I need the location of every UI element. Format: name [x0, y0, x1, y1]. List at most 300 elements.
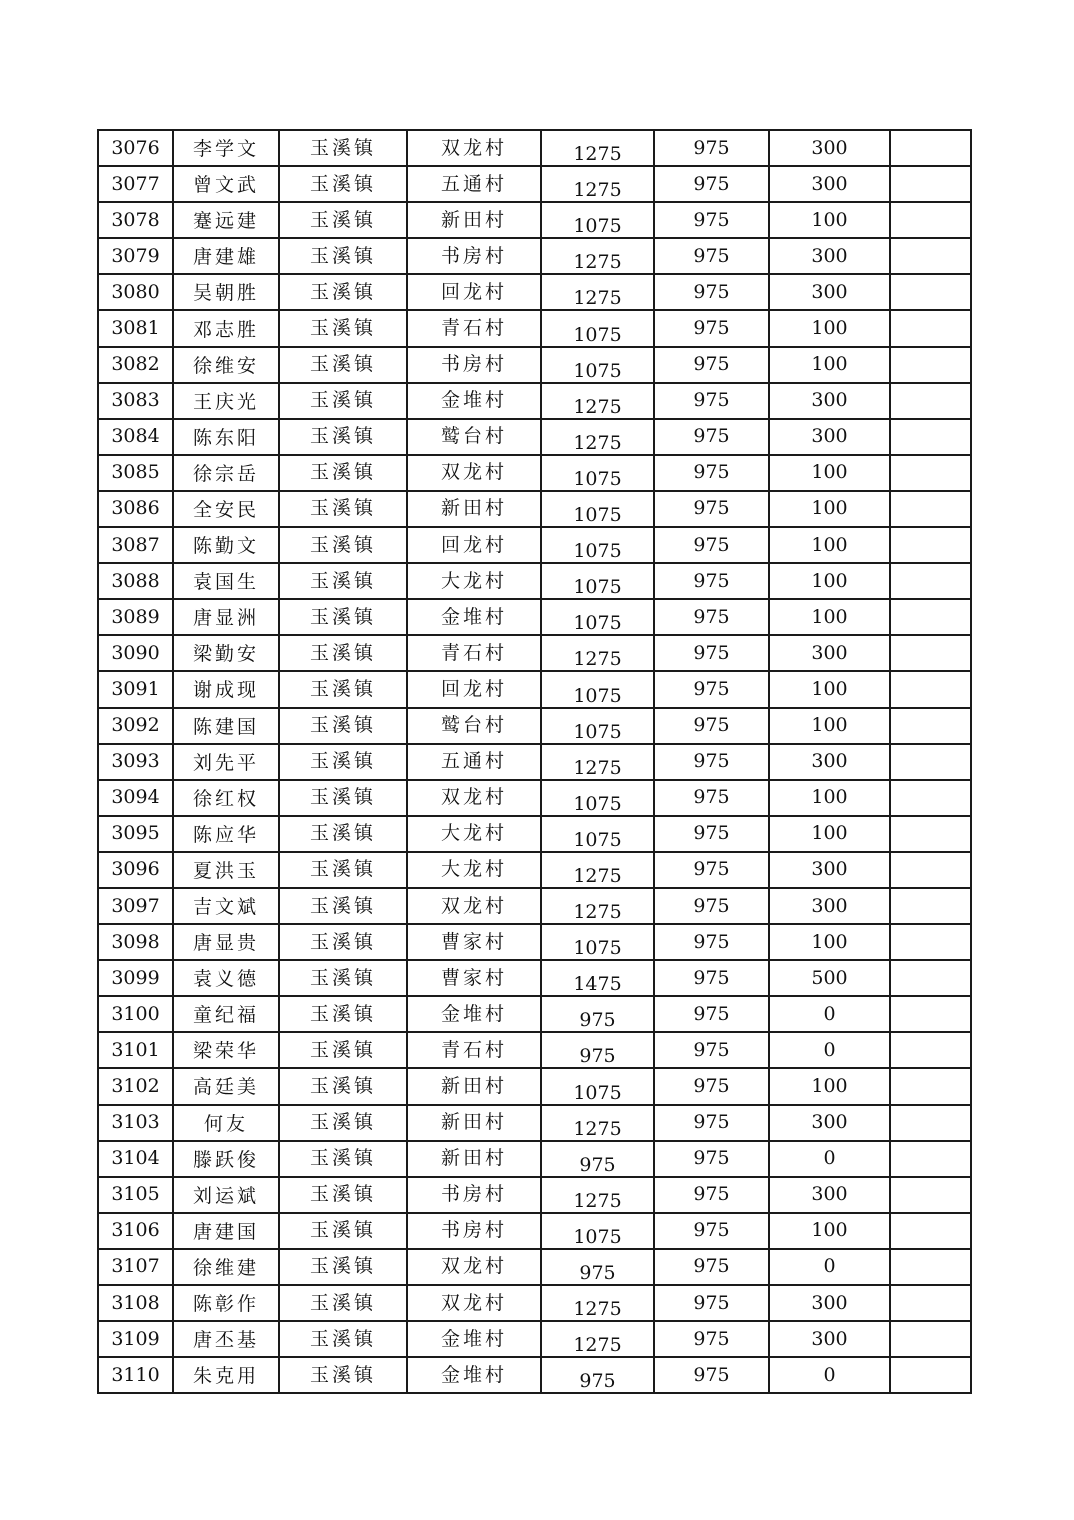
table-row: [98, 1068, 971, 1104]
total-amount-cell: 1075: [541, 816, 654, 852]
person-name-cell: 陈彰作: [173, 1285, 279, 1321]
total-amount-cell: 1075: [541, 202, 654, 238]
extra-amount-cell: 100: [769, 527, 890, 563]
base-amount-cell: 975: [654, 1068, 769, 1104]
extra-amount-cell: 300: [769, 1177, 890, 1213]
base-amount-cell: 975: [654, 527, 769, 563]
total-amount-cell: 1475: [541, 960, 654, 996]
table-row: [98, 960, 971, 996]
serial-number-cell: 3096: [98, 852, 173, 888]
town-cell: 玉溪镇: [279, 383, 407, 419]
serial-number-cell: 3101: [98, 1032, 173, 1068]
base-amount-cell: 975: [654, 1177, 769, 1213]
person-name-cell: 高廷美: [173, 1068, 279, 1104]
base-amount-cell: 975: [654, 563, 769, 599]
note-cell: [890, 202, 971, 238]
serial-number-cell: 3084: [98, 419, 173, 455]
note-cell: [890, 1357, 971, 1393]
serial-number-cell: 3091: [98, 671, 173, 707]
note-cell: [890, 960, 971, 996]
base-amount-cell: 975: [654, 1141, 769, 1177]
town-cell: 玉溪镇: [279, 671, 407, 707]
total-amount-cell: 1275: [541, 852, 654, 888]
total-amount-cell: 1275: [541, 166, 654, 202]
extra-amount-cell: 300: [769, 744, 890, 780]
total-amount-cell: 1075: [541, 599, 654, 635]
table-row: [98, 310, 971, 346]
serial-number-cell: 3099: [98, 960, 173, 996]
village-cell: 大龙村: [407, 563, 541, 599]
table-row: [98, 1105, 971, 1141]
table-row: [98, 419, 971, 455]
person-name-cell: 袁国生: [173, 563, 279, 599]
town-cell: 玉溪镇: [279, 599, 407, 635]
table-row: [98, 491, 971, 527]
total-amount-cell: 1075: [541, 347, 654, 383]
base-amount-cell: 975: [654, 960, 769, 996]
town-cell: 玉溪镇: [279, 888, 407, 924]
town-cell: 玉溪镇: [279, 238, 407, 274]
serial-number-cell: 3078: [98, 202, 173, 238]
extra-amount-cell: 100: [769, 924, 890, 960]
total-amount-cell: 1275: [541, 274, 654, 310]
serial-number-cell: 3088: [98, 563, 173, 599]
table-row: [98, 1285, 971, 1321]
village-cell: 双龙村: [407, 1249, 541, 1285]
serial-number-cell: 3097: [98, 888, 173, 924]
village-cell: 金堆村: [407, 1357, 541, 1393]
total-amount-cell: 1075: [541, 708, 654, 744]
person-name-cell: 徐维建: [173, 1249, 279, 1285]
base-amount-cell: 975: [654, 1357, 769, 1393]
person-name-cell: 徐宗岳: [173, 455, 279, 491]
town-cell: 玉溪镇: [279, 780, 407, 816]
town-cell: 玉溪镇: [279, 527, 407, 563]
serial-number-cell: 3098: [98, 924, 173, 960]
note-cell: [890, 1141, 971, 1177]
serial-number-cell: 3082: [98, 347, 173, 383]
table-row: [98, 996, 971, 1032]
village-cell: 青石村: [407, 635, 541, 671]
village-cell: 书房村: [407, 347, 541, 383]
serial-number-cell: 3100: [98, 996, 173, 1032]
village-cell: 金堆村: [407, 383, 541, 419]
serial-number-cell: 3090: [98, 635, 173, 671]
extra-amount-cell: 0: [769, 996, 890, 1032]
note-cell: [890, 1213, 971, 1249]
total-amount-cell: 1275: [541, 419, 654, 455]
person-name-cell: 陈应华: [173, 816, 279, 852]
serial-number-cell: 3076: [98, 130, 173, 166]
note-cell: [890, 780, 971, 816]
extra-amount-cell: 100: [769, 1068, 890, 1104]
town-cell: 玉溪镇: [279, 347, 407, 383]
table-row: [98, 455, 971, 491]
note-cell: [890, 852, 971, 888]
village-cell: 大龙村: [407, 816, 541, 852]
table-row: [98, 924, 971, 960]
extra-amount-cell: 100: [769, 816, 890, 852]
town-cell: 玉溪镇: [279, 166, 407, 202]
person-name-cell: 童纪福: [173, 996, 279, 1032]
base-amount-cell: 975: [654, 780, 769, 816]
table-row: [98, 816, 971, 852]
town-cell: 玉溪镇: [279, 130, 407, 166]
serial-number-cell: 3103: [98, 1105, 173, 1141]
base-amount-cell: 975: [654, 310, 769, 346]
person-name-cell: 吴朝胜: [173, 274, 279, 310]
table-row: [98, 1321, 971, 1357]
total-amount-cell: 975: [541, 1249, 654, 1285]
town-cell: 玉溪镇: [279, 455, 407, 491]
person-name-cell: 滕跃俊: [173, 1141, 279, 1177]
village-cell: 回龙村: [407, 671, 541, 707]
person-name-cell: 梁勤安: [173, 635, 279, 671]
note-cell: [890, 671, 971, 707]
serial-number-cell: 3083: [98, 383, 173, 419]
base-amount-cell: 975: [654, 1285, 769, 1321]
note-cell: [890, 635, 971, 671]
serial-number-cell: 3077: [98, 166, 173, 202]
extra-amount-cell: 300: [769, 130, 890, 166]
base-amount-cell: 975: [654, 708, 769, 744]
person-name-cell: 陈东阳: [173, 419, 279, 455]
base-amount-cell: 975: [654, 1105, 769, 1141]
town-cell: 玉溪镇: [279, 924, 407, 960]
subsidy-table: [97, 129, 972, 1394]
person-name-cell: 夏洪玉: [173, 852, 279, 888]
base-amount-cell: 975: [654, 419, 769, 455]
extra-amount-cell: 300: [769, 1105, 890, 1141]
table-body: [98, 130, 971, 1393]
total-amount-cell: 975: [541, 1141, 654, 1177]
extra-amount-cell: 300: [769, 383, 890, 419]
extra-amount-cell: 100: [769, 780, 890, 816]
table-row: [98, 708, 971, 744]
village-cell: 曹家村: [407, 960, 541, 996]
base-amount-cell: 975: [654, 166, 769, 202]
person-name-cell: 唐丕基: [173, 1321, 279, 1357]
table-row: [98, 383, 971, 419]
base-amount-cell: 975: [654, 130, 769, 166]
village-cell: 双龙村: [407, 888, 541, 924]
town-cell: 玉溪镇: [279, 1249, 407, 1285]
note-cell: [890, 166, 971, 202]
person-name-cell: 全安民: [173, 491, 279, 527]
table-row: [98, 852, 971, 888]
table-row: [98, 347, 971, 383]
person-name-cell: 曾文武: [173, 166, 279, 202]
serial-number-cell: 3093: [98, 744, 173, 780]
extra-amount-cell: 300: [769, 635, 890, 671]
table-row: [98, 744, 971, 780]
base-amount-cell: 975: [654, 1213, 769, 1249]
town-cell: 玉溪镇: [279, 1068, 407, 1104]
note-cell: [890, 419, 971, 455]
total-amount-cell: 1275: [541, 635, 654, 671]
extra-amount-cell: 100: [769, 599, 890, 635]
person-name-cell: 刘先平: [173, 744, 279, 780]
person-name-cell: 邓志胜: [173, 310, 279, 346]
note-cell: [890, 491, 971, 527]
person-name-cell: 谢成现: [173, 671, 279, 707]
note-cell: [890, 238, 971, 274]
table-row: [98, 274, 971, 310]
person-name-cell: 李学文: [173, 130, 279, 166]
town-cell: 玉溪镇: [279, 996, 407, 1032]
serial-number-cell: 3085: [98, 455, 173, 491]
table-row: [98, 130, 971, 166]
serial-number-cell: 3086: [98, 491, 173, 527]
extra-amount-cell: 300: [769, 166, 890, 202]
person-name-cell: 唐建雄: [173, 238, 279, 274]
village-cell: 金堆村: [407, 1321, 541, 1357]
total-amount-cell: 1275: [541, 130, 654, 166]
serial-number-cell: 3092: [98, 708, 173, 744]
base-amount-cell: 975: [654, 1321, 769, 1357]
table-row: [98, 166, 971, 202]
village-cell: 鹫台村: [407, 419, 541, 455]
table-row: [98, 635, 971, 671]
total-amount-cell: 1075: [541, 310, 654, 346]
table-row: [98, 202, 971, 238]
serial-number-cell: 3081: [98, 310, 173, 346]
serial-number-cell: 3104: [98, 1141, 173, 1177]
serial-number-cell: 3087: [98, 527, 173, 563]
person-name-cell: 王庆光: [173, 383, 279, 419]
extra-amount-cell: 100: [769, 310, 890, 346]
note-cell: [890, 599, 971, 635]
person-name-cell: 唐建国: [173, 1213, 279, 1249]
person-name-cell: 蹇远建: [173, 202, 279, 238]
base-amount-cell: 975: [654, 455, 769, 491]
person-name-cell: 梁荣华: [173, 1032, 279, 1068]
note-cell: [890, 383, 971, 419]
village-cell: 双龙村: [407, 130, 541, 166]
table-row: [98, 1249, 971, 1285]
base-amount-cell: 975: [654, 238, 769, 274]
extra-amount-cell: 0: [769, 1249, 890, 1285]
serial-number-cell: 3108: [98, 1285, 173, 1321]
note-cell: [890, 347, 971, 383]
note-cell: [890, 563, 971, 599]
total-amount-cell: 1275: [541, 744, 654, 780]
serial-number-cell: 3094: [98, 780, 173, 816]
village-cell: 双龙村: [407, 455, 541, 491]
serial-number-cell: 3106: [98, 1213, 173, 1249]
town-cell: 玉溪镇: [279, 491, 407, 527]
total-amount-cell: 1075: [541, 455, 654, 491]
base-amount-cell: 975: [654, 744, 769, 780]
village-cell: 新田村: [407, 1105, 541, 1141]
base-amount-cell: 975: [654, 924, 769, 960]
note-cell: [890, 888, 971, 924]
extra-amount-cell: 300: [769, 238, 890, 274]
village-cell: 金堆村: [407, 599, 541, 635]
table-row: [98, 671, 971, 707]
village-cell: 双龙村: [407, 1285, 541, 1321]
base-amount-cell: 975: [654, 202, 769, 238]
serial-number-cell: 3095: [98, 816, 173, 852]
village-cell: 双龙村: [407, 780, 541, 816]
town-cell: 玉溪镇: [279, 635, 407, 671]
village-cell: 回龙村: [407, 274, 541, 310]
total-amount-cell: 1275: [541, 1285, 654, 1321]
base-amount-cell: 975: [654, 599, 769, 635]
town-cell: 玉溪镇: [279, 419, 407, 455]
extra-amount-cell: 300: [769, 852, 890, 888]
total-amount-cell: 1075: [541, 563, 654, 599]
town-cell: 玉溪镇: [279, 1357, 407, 1393]
total-amount-cell: 1075: [541, 527, 654, 563]
serial-number-cell: 3105: [98, 1177, 173, 1213]
person-name-cell: 朱克用: [173, 1357, 279, 1393]
extra-amount-cell: 300: [769, 888, 890, 924]
serial-number-cell: 3109: [98, 1321, 173, 1357]
village-cell: 新田村: [407, 491, 541, 527]
base-amount-cell: 975: [654, 383, 769, 419]
table-row: [98, 1177, 971, 1213]
person-name-cell: 徐红权: [173, 780, 279, 816]
village-cell: 五通村: [407, 166, 541, 202]
extra-amount-cell: 100: [769, 671, 890, 707]
village-cell: 鹫台村: [407, 708, 541, 744]
village-cell: 书房村: [407, 1213, 541, 1249]
note-cell: [890, 455, 971, 491]
table-row: [98, 1032, 971, 1068]
serial-number-cell: 3089: [98, 599, 173, 635]
table-row: [98, 1357, 971, 1393]
note-cell: [890, 1068, 971, 1104]
total-amount-cell: 975: [541, 1032, 654, 1068]
town-cell: 玉溪镇: [279, 1032, 407, 1068]
serial-number-cell: 3102: [98, 1068, 173, 1104]
serial-number-cell: 3107: [98, 1249, 173, 1285]
base-amount-cell: 975: [654, 1032, 769, 1068]
village-cell: 大龙村: [407, 852, 541, 888]
table-row: [98, 599, 971, 635]
serial-number-cell: 3080: [98, 274, 173, 310]
town-cell: 玉溪镇: [279, 1141, 407, 1177]
town-cell: 玉溪镇: [279, 563, 407, 599]
extra-amount-cell: 100: [769, 708, 890, 744]
total-amount-cell: 1075: [541, 491, 654, 527]
village-cell: 曹家村: [407, 924, 541, 960]
extra-amount-cell: 100: [769, 1213, 890, 1249]
village-cell: 新田村: [407, 1141, 541, 1177]
village-cell: 书房村: [407, 1177, 541, 1213]
total-amount-cell: 1275: [541, 1105, 654, 1141]
total-amount-cell: 1075: [541, 1213, 654, 1249]
total-amount-cell: 1275: [541, 1177, 654, 1213]
village-cell: 五通村: [407, 744, 541, 780]
town-cell: 玉溪镇: [279, 744, 407, 780]
total-amount-cell: 1275: [541, 1321, 654, 1357]
table-row: [98, 888, 971, 924]
note-cell: [890, 1321, 971, 1357]
base-amount-cell: 975: [654, 816, 769, 852]
town-cell: 玉溪镇: [279, 708, 407, 744]
total-amount-cell: 1275: [541, 888, 654, 924]
person-name-cell: 唐显贵: [173, 924, 279, 960]
total-amount-cell: 1275: [541, 238, 654, 274]
total-amount-cell: 975: [541, 1357, 654, 1393]
town-cell: 玉溪镇: [279, 1321, 407, 1357]
note-cell: [890, 744, 971, 780]
note-cell: [890, 996, 971, 1032]
person-name-cell: 陈建国: [173, 708, 279, 744]
base-amount-cell: 975: [654, 274, 769, 310]
serial-number-cell: 3079: [98, 238, 173, 274]
note-cell: [890, 1105, 971, 1141]
extra-amount-cell: 300: [769, 1321, 890, 1357]
person-name-cell: 陈勤文: [173, 527, 279, 563]
village-cell: 回龙村: [407, 527, 541, 563]
village-cell: 书房村: [407, 238, 541, 274]
base-amount-cell: 975: [654, 996, 769, 1032]
base-amount-cell: 975: [654, 888, 769, 924]
base-amount-cell: 975: [654, 1249, 769, 1285]
note-cell: [890, 1285, 971, 1321]
note-cell: [890, 274, 971, 310]
extra-amount-cell: 100: [769, 563, 890, 599]
person-name-cell: 何友: [173, 1105, 279, 1141]
town-cell: 玉溪镇: [279, 1285, 407, 1321]
total-amount-cell: 975: [541, 996, 654, 1032]
table-row: [98, 1213, 971, 1249]
extra-amount-cell: 0: [769, 1032, 890, 1068]
total-amount-cell: 1075: [541, 780, 654, 816]
town-cell: 玉溪镇: [279, 1213, 407, 1249]
person-name-cell: 徐维安: [173, 347, 279, 383]
person-name-cell: 吉文斌: [173, 888, 279, 924]
table-row: [98, 238, 971, 274]
town-cell: 玉溪镇: [279, 816, 407, 852]
base-amount-cell: 975: [654, 347, 769, 383]
extra-amount-cell: 300: [769, 274, 890, 310]
total-amount-cell: 1075: [541, 1068, 654, 1104]
village-cell: 新田村: [407, 1068, 541, 1104]
table-row: [98, 780, 971, 816]
table-row: [98, 1141, 971, 1177]
extra-amount-cell: 300: [769, 419, 890, 455]
note-cell: [890, 708, 971, 744]
note-cell: [890, 130, 971, 166]
total-amount-cell: 1075: [541, 924, 654, 960]
person-name-cell: 袁义德: [173, 960, 279, 996]
town-cell: 玉溪镇: [279, 274, 407, 310]
village-cell: 青石村: [407, 310, 541, 346]
base-amount-cell: 975: [654, 635, 769, 671]
extra-amount-cell: 100: [769, 455, 890, 491]
note-cell: [890, 527, 971, 563]
town-cell: 玉溪镇: [279, 310, 407, 346]
base-amount-cell: 975: [654, 671, 769, 707]
extra-amount-cell: 300: [769, 1285, 890, 1321]
extra-amount-cell: 100: [769, 491, 890, 527]
town-cell: 玉溪镇: [279, 852, 407, 888]
town-cell: 玉溪镇: [279, 960, 407, 996]
village-cell: 金堆村: [407, 996, 541, 1032]
note-cell: [890, 816, 971, 852]
note-cell: [890, 924, 971, 960]
base-amount-cell: 975: [654, 852, 769, 888]
person-name-cell: 唐显洲: [173, 599, 279, 635]
extra-amount-cell: 500: [769, 960, 890, 996]
base-amount-cell: 975: [654, 491, 769, 527]
town-cell: 玉溪镇: [279, 1105, 407, 1141]
note-cell: [890, 1177, 971, 1213]
